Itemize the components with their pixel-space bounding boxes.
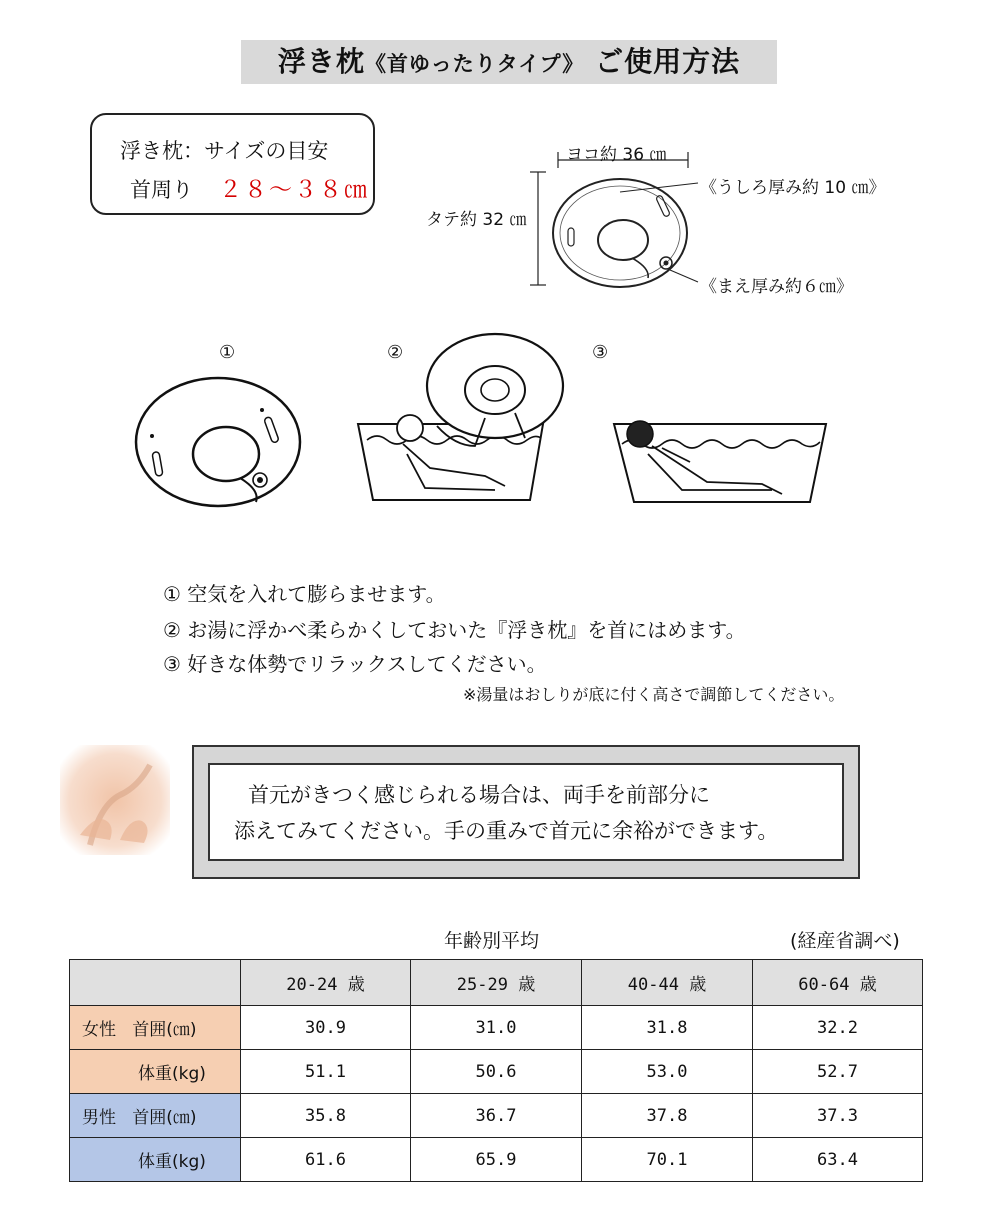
front-thickness-label: 《まえ厚み約６㎝》	[700, 277, 853, 297]
advice-box	[192, 745, 860, 879]
table-cell: 65.9	[411, 1138, 582, 1182]
table-cell: 32.2	[753, 1006, 923, 1050]
advice-inner-box	[208, 763, 844, 861]
table-cell: 50.6	[411, 1050, 582, 1094]
row-label-male-weight	[70, 1138, 241, 1182]
header-age-4: 60-64 歳	[753, 960, 923, 1006]
water-level-note: ※湯量はおしりが底に付く高さで調節してください。	[463, 685, 845, 704]
table-row	[70, 1138, 923, 1182]
table-cell: 52.7	[753, 1050, 923, 1094]
figure-2-number: ②	[387, 342, 404, 363]
label-weight: 体重(kg)	[138, 1064, 206, 1084]
width-label: ヨコ約 36 ㎝	[566, 145, 667, 165]
neck-label: 首周り	[130, 178, 193, 202]
table-caption: 年齢別平均	[444, 930, 540, 952]
step-2: ② お湯に浮かべ柔らかくしておいた『浮き枕』を首にはめます。	[163, 618, 746, 642]
size-guide-neck	[130, 171, 369, 204]
figure-3-relax-illustration	[612, 410, 830, 508]
table-source: (経産省調べ)	[790, 930, 900, 952]
size-guide-box	[90, 113, 375, 215]
header-age-2: 25-29 歳	[411, 960, 582, 1006]
header-age-1: 20-24 歳	[241, 960, 411, 1006]
table-cell: 53.0	[582, 1050, 753, 1094]
table-cell: 31.0	[411, 1006, 582, 1050]
label-neck: 首囲(㎝)	[132, 1020, 197, 1040]
table-cell: 63.4	[753, 1138, 923, 1182]
figure-3-number: ③	[592, 342, 609, 363]
table-cell: 61.6	[241, 1138, 411, 1182]
figure-1-number: ①	[219, 342, 236, 363]
age-average-table	[69, 959, 923, 1182]
label-neck: 首囲(㎝)	[132, 1108, 197, 1128]
table-cell: 37.3	[753, 1094, 923, 1138]
table-cell: 35.8	[241, 1094, 411, 1138]
table-cell: 70.1	[582, 1138, 753, 1182]
neck-hands-photo	[60, 745, 170, 855]
step-1: ① 空気を入れて膨らませます。	[163, 582, 446, 606]
header-blank	[70, 960, 241, 1006]
size-guide-heading: 浮き枕：サイズの目安	[120, 139, 329, 163]
step-3: ③ 好きな体勢でリラックスしてください。	[163, 652, 547, 676]
table-header-row	[70, 960, 923, 1006]
table-row	[70, 1050, 923, 1094]
group-female: 女性	[82, 1020, 116, 1040]
table-row	[70, 1094, 923, 1138]
row-label-male-neck	[70, 1094, 241, 1138]
advice-line-2: 添えてみてください。手の重みで首元に余裕ができます。	[234, 819, 779, 843]
table-cell: 31.8	[582, 1006, 753, 1050]
table-cell: 30.9	[241, 1006, 411, 1050]
table-cell: 36.7	[411, 1094, 582, 1138]
title-tail: ご使用方法	[595, 45, 741, 78]
title-main: 浮き枕	[277, 45, 365, 78]
row-label-female-weight	[70, 1050, 241, 1094]
page-title	[241, 40, 777, 84]
back-thickness-label: 《うしろ厚み約 10 ㎝》	[700, 178, 886, 198]
table-cell: 51.1	[241, 1050, 411, 1094]
group-male: 男性	[82, 1108, 116, 1128]
figure-1-pillow-illustration	[130, 372, 310, 517]
height-label: タテ約 32 ㎝	[426, 210, 527, 230]
table-row	[70, 1006, 923, 1050]
table-cell: 37.8	[582, 1094, 753, 1138]
neck-size-value: ２８～３８㎝	[219, 177, 369, 203]
row-label-female-neck	[70, 1006, 241, 1050]
title-sub: 《首ゆったりタイプ》	[364, 52, 585, 76]
label-weight: 体重(kg)	[138, 1152, 206, 1172]
advice-line-1: 首元がきつく感じられる場合は、両手を前部分に	[248, 783, 710, 807]
figure-2-bath-illustration	[355, 328, 570, 506]
header-age-3: 40-44 歳	[582, 960, 753, 1006]
